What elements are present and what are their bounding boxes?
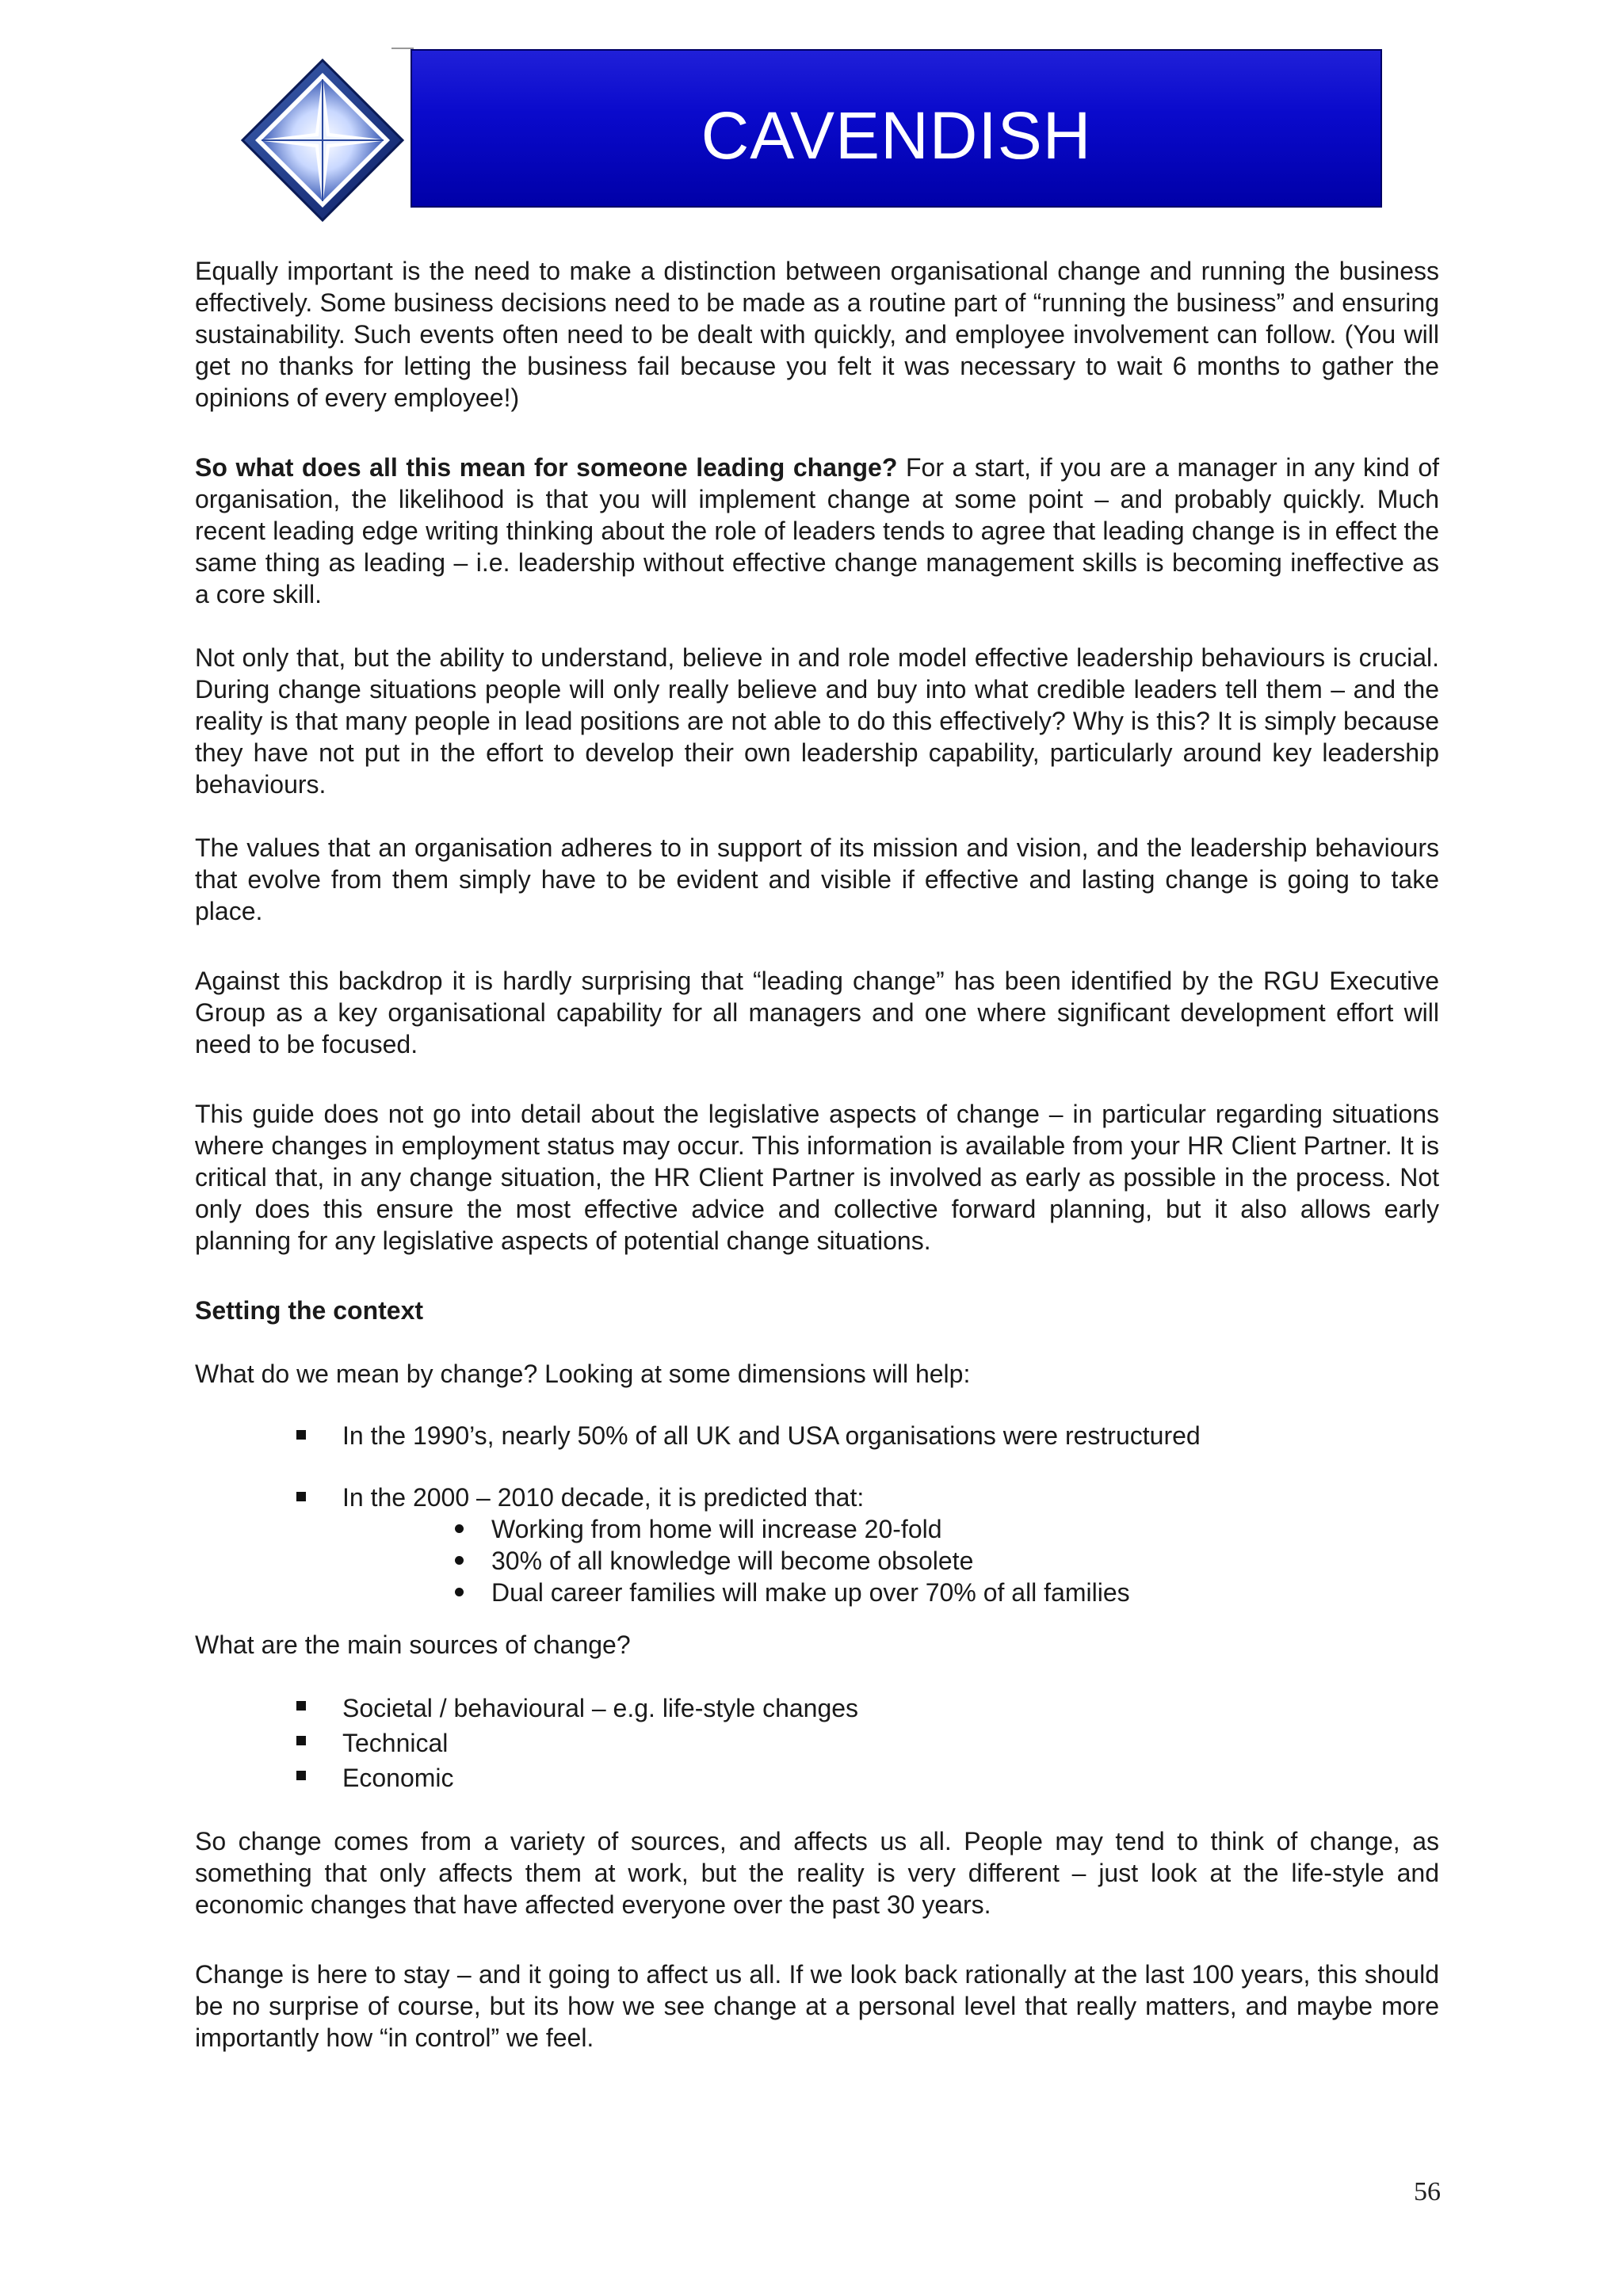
page-number: 56 (1414, 2177, 1441, 2206)
dimensions-list (195, 1420, 1439, 1451)
paragraph-rgu-executive: Against this backdrop it is hardly surprising that “leading change” has been identified by the RGU Executive Group as a key organisational capability for all managers and one where significant development effort will need to be focused. (195, 967, 1439, 1058)
paragraph-leadership-behaviours: Not only that, but the ability to understand, believe in and role model effective leadership behaviours is crucial. During change situations people will only really believe and buy into what credible leaders tell them – and the reality is that many people in lead positions are not able to do this effectively? Why is this? It is simply because they have not put in the effort to develop their own leadership capability, particularly around key leadership behaviours. (195, 643, 1439, 799)
paragraph-legislative: This guide does not go into detail about the legislative aspects of change – in particular regarding situations where changes in employment status may occur. This information is available from your HR Client Partner. It is critical that, in any change situation, the HR Client Partner is involved as early as possible in the process. Not only does this ensure the most effective advice and collective forward planning, but it also allows early planning for any legislative aspects of potential change situations. (195, 1100, 1439, 1255)
section-heading: Setting the context (195, 1296, 424, 1325)
leading-change-question: So what does all this mean for someone leading change? (195, 453, 898, 482)
paragraph-dimensions: What do we mean by change? Looking at some dimensions will help: (195, 1360, 971, 1388)
predictions-sublist (195, 1513, 1439, 1608)
diamond-star-logo-icon (241, 59, 404, 222)
paragraph-sources: What are the main sources of change? (195, 1630, 631, 1659)
paragraph-running-business: Equally important is the need to make a distinction between organisational change and running the business effectively. Some business decisions need to be made as a routine part of “running the business” and ensuring sustainability. Such events often need to be dealt with quickly, and employee involvement can follow. (You will get no thanks for letting the business fail because you felt it was necessary to wait 6 months to gather the opinions of every employee!) (195, 257, 1439, 412)
leading-change-text: For a start, if you are a manager in any kind of organisation, the likelihood is that you will implement change at some point – and probably quickly. Much recent leading edge writing thinking about the role of leaders tends to agree that leading change is in effect the same thing as leading – i.e. leadership without effective change management skills is becoming ineffective as a core skill. (195, 453, 1440, 608)
sub-list-item: 30% of all knowledge will become obsolete (444, 1545, 1439, 1577)
list-item: In the 1990’s, nearly 50% of all UK and USA organisations were restructured (296, 1420, 1439, 1451)
list-item: Economic (296, 1760, 1439, 1795)
document-body (195, 255, 1439, 2054)
paragraph-variety-of-sources: So change comes from a variety of sources, and affects us all. People may tend to think of change, as something that only affects them at work, but the reality is very different – just look at the life-style and economic changes that have affected everyone over the past 30 years. (195, 1827, 1439, 1919)
list-item: Technical (296, 1726, 1439, 1760)
sources-list (195, 1691, 1439, 1795)
predictions-list (195, 1482, 1439, 1513)
list-item: In the 2000 – 2010 decade, it is predicted that: (296, 1482, 1439, 1513)
paragraph-values: The values that an organisation adheres to in support of its mission and vision, and the leadership behaviours that evolve from them simply have to be evident and visible if effective and lasting change is going to take place. (195, 833, 1439, 925)
brand-title: CAVENDISH (701, 97, 1092, 173)
sub-list-item: Dual career families will make up over 70% of all families (444, 1577, 1439, 1608)
paragraph-leading-change (195, 452, 1439, 610)
sub-list-item: Working from home will increase 20-fold (444, 1513, 1439, 1545)
header-banner (411, 49, 1382, 208)
list-item: Societal / behavioural – e.g. life-style changes (296, 1691, 1439, 1726)
paragraph-change-here-to-stay: Change is here to stay – and it going to affect us all. If we look back rationally at the last 100 years, this should be no surprise of course, but its how we see change at a personal level that really matters, and maybe more importantly how “in control” we feel. (195, 1960, 1439, 2052)
